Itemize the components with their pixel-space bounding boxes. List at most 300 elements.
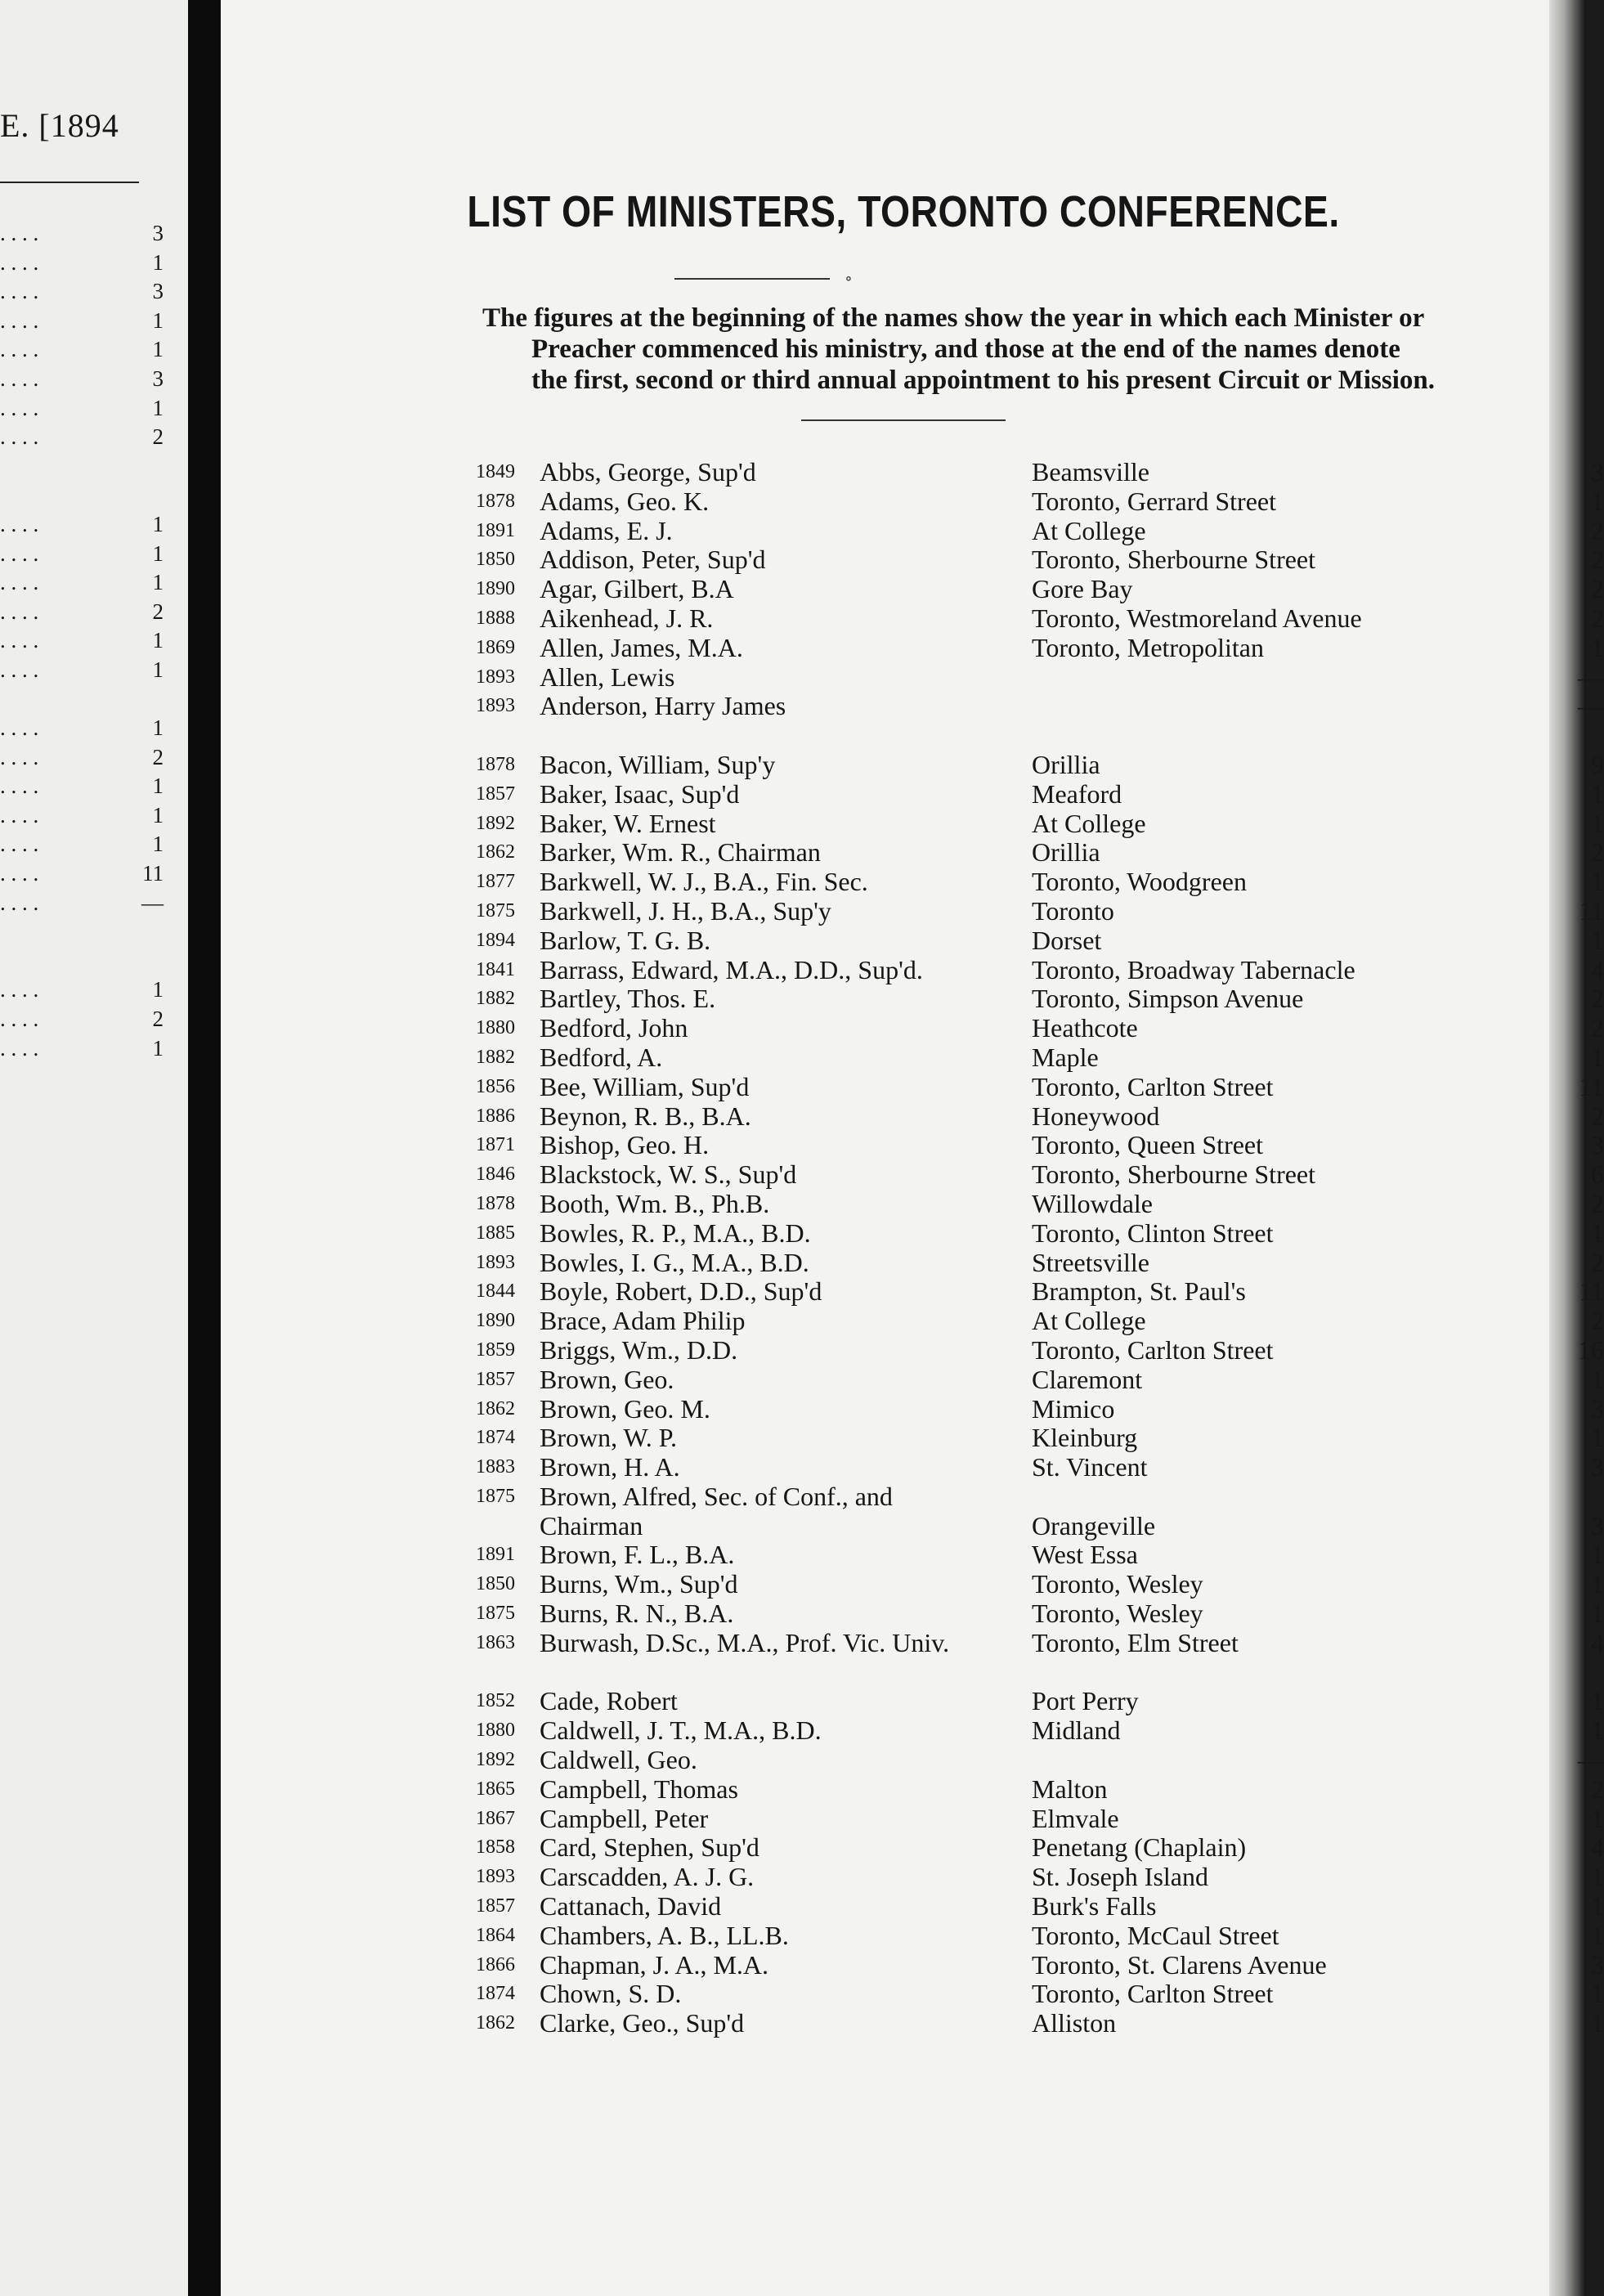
entry-circuit: Mimico [1032, 1393, 1115, 1424]
left-page-value: 1 [152, 715, 164, 741]
entry-name: Beynon, R. B., B.A. [540, 1101, 751, 1131]
left-page-value: 1 [152, 1035, 164, 1061]
left-page-line [0, 249, 164, 278]
minister-entry [476, 1892, 1604, 1922]
left-page-value: 3 [152, 279, 164, 304]
minister-entry [476, 984, 1604, 1014]
title-rule [674, 278, 830, 280]
entry-name: Brown, W. P. [540, 1423, 678, 1453]
entry-year: 1852 [476, 1690, 515, 1712]
entry-appointment-year: 2 [1591, 1188, 1604, 1218]
minister-entry [476, 868, 1604, 897]
entry-year: 1862 [476, 2012, 515, 2034]
entry-circuit: Toronto, Elm Street [1032, 1627, 1239, 1657]
left-page-line [0, 626, 164, 656]
entry-appointment-year: 2 [1591, 1013, 1604, 1043]
left-page-column [0, 219, 164, 1063]
entry-appointment-year: 16 [1578, 1334, 1604, 1365]
left-page-line [0, 714, 164, 743]
entry-year: 1875 [476, 1603, 515, 1625]
minister-entry [476, 1131, 1604, 1160]
left-page-line [0, 801, 164, 831]
minister-entry [476, 1395, 1604, 1424]
entry-name: Blackstock, W. S., Sup'd [540, 1159, 797, 1190]
entry-year: 1844 [476, 1280, 515, 1303]
entry-year: 1886 [476, 1105, 515, 1127]
entry-circuit: Streetsville [1032, 1247, 1149, 1277]
entry-circuit: Meaford [1032, 778, 1122, 809]
minister-entry [476, 1863, 1604, 1892]
entry-circuit: Toronto, Wesley [1032, 1599, 1203, 1629]
entry-circuit: Toronto, Carlton Street [1032, 1334, 1274, 1365]
entry-year: 1890 [476, 1310, 515, 1332]
entry-name: Brown, Geo. [540, 1364, 674, 1394]
left-page-line [0, 365, 164, 394]
entry-circuit: Honeywood [1032, 1101, 1160, 1131]
left-page-value: 2 [152, 599, 164, 624]
entry-appointment-year: 1 [1591, 1862, 1604, 1892]
entry-circuit: Toronto, Woodgreen [1032, 867, 1247, 897]
entry-name: Clarke, Geo., Sup'd [540, 2008, 745, 2038]
minister-entry [476, 1629, 1604, 1658]
minister-entry [476, 1805, 1604, 1834]
entry-appointment-year: 11 [1579, 1276, 1604, 1307]
entry-circuit: Toronto, Metropolitan [1032, 632, 1264, 662]
entry-year: 1875 [476, 899, 515, 922]
minister-entry [476, 1307, 1604, 1336]
entry-name: Bartley, Thos. E. [540, 984, 716, 1014]
entry-year: 1883 [476, 1456, 515, 1478]
left-page-line [0, 423, 164, 452]
entry-appointment-year: 2 [1591, 574, 1604, 604]
left-page-line [0, 452, 164, 482]
entry-name: Anderson, Harry James [540, 691, 786, 721]
leader-dots: . . . . [0, 279, 39, 304]
entry-name: Aikenhead, J. R. [540, 603, 714, 633]
left-page-line [0, 481, 164, 510]
entry-year: 1871 [476, 1134, 515, 1156]
entry-year: 1857 [476, 1368, 515, 1390]
entry-circuit: Orillia [1032, 837, 1100, 868]
entry-name: Barlow, T. G. B. [540, 925, 711, 955]
entry-appointment-year: 2 [1591, 1774, 1604, 1804]
entry-circuit: St. Joseph Island [1032, 1862, 1208, 1892]
entry-appointment-year: 2 [1591, 1306, 1604, 1336]
entry-name: Addison, Peter, Sup'd [540, 545, 766, 575]
entry-year: 1878 [476, 753, 515, 775]
entry-appointment-year: — [1578, 691, 1604, 721]
minister-entry [476, 751, 1604, 780]
minister-entry [476, 1746, 1604, 1775]
left-page-line [0, 510, 164, 540]
left-page-value: 1 [152, 511, 164, 536]
entry-year: 1890 [476, 578, 515, 600]
entry-appointment-year: 1 [1591, 1569, 1604, 1599]
title-ornament: ∘ [845, 270, 853, 288]
minister-entry [476, 575, 1604, 604]
entry-circuit: Toronto, Carlton Street [1032, 1979, 1274, 2009]
entry-circuit: At College [1032, 1306, 1146, 1336]
entry-year: 1862 [476, 841, 515, 863]
entry-name: Carscadden, A. J. G. [540, 1862, 755, 1892]
leader-dots: . . . . [0, 977, 39, 1002]
minister-entry [476, 1424, 1604, 1453]
left-page-line [0, 685, 164, 715]
intro-line-3: the first, second or third annual appointment to his present Circuit or Mission. [531, 365, 1435, 395]
entry-appointment-year: 1 [1591, 1540, 1604, 1570]
entry-circuit: Alliston [1032, 2008, 1117, 2038]
left-page-line [0, 277, 164, 307]
minister-entry [476, 1775, 1604, 1805]
entry-year: 1862 [476, 1397, 515, 1419]
entry-name: Bee, William, Sup'd [540, 1071, 750, 1101]
minister-entry [476, 1365, 1604, 1395]
entry-name: Card, Stephen, Sup'd [540, 1832, 759, 1863]
leader-dots: . . . . [0, 657, 39, 682]
minister-entry [476, 1570, 1604, 1599]
minister-entry [476, 1219, 1604, 1249]
left-page-line [0, 307, 164, 336]
minister-entry [476, 458, 1604, 487]
leader-dots: . . . . [0, 774, 39, 799]
left-page-value: 1 [152, 977, 164, 1002]
entry-appointment-year: 2 [1591, 837, 1604, 868]
entry-circuit: Malton [1032, 1774, 1108, 1804]
entry-year: 1892 [476, 812, 515, 834]
minister-entry [476, 809, 1604, 839]
minister-entry [476, 1687, 1604, 1716]
minister-entry [476, 2009, 1604, 2038]
entry-appointment-year: 2 [1591, 603, 1604, 633]
entry-name: Campbell, Peter [540, 1803, 709, 1833]
entry-name: Barker, Wm. R., Chairman [540, 837, 821, 868]
entry-circuit: At College [1032, 808, 1146, 838]
left-page-rule [0, 182, 139, 183]
entry-circuit: Claremont [1032, 1364, 1143, 1394]
entry-year: 1875 [476, 1485, 515, 1507]
entry-appointment-year: 1 [1591, 1920, 1604, 1950]
entry-name: Adams, Geo. K. [540, 486, 710, 516]
entry-circuit: Toronto, Sherbourne Street [1032, 1159, 1316, 1190]
left-page-value: 1 [152, 774, 164, 799]
left-page-edge [0, 0, 188, 2296]
entry-appointment-year: 4 [1591, 1627, 1604, 1657]
entry-circuit: Dorset [1032, 925, 1102, 955]
entry-appointment-year: 1 [1591, 1599, 1604, 1629]
entry-appointment-year: 1 [1591, 1715, 1604, 1746]
left-page-value: 11 [142, 861, 164, 886]
left-page-line [0, 219, 164, 249]
entry-appointment-year: 2 [1591, 1101, 1604, 1131]
entry-name: Burwash, D.Sc., M.A., Prof. Vic. Univ. [540, 1627, 950, 1657]
minister-entry [476, 1833, 1604, 1863]
entry-year: 1849 [476, 461, 515, 482]
entry-year: 1865 [476, 1778, 515, 1800]
intro-line-2: Preacher commenced his ministry, and those at the end of the names denote [531, 334, 1400, 364]
entry-appointment-year: 2 [1591, 515, 1604, 545]
leader-dots: . . . . [0, 395, 39, 420]
entry-circuit: Orangeville [1032, 1510, 1156, 1540]
right-page [221, 0, 1604, 2296]
minister-entry [476, 692, 1604, 721]
entry-name: Allen, James, M.A. [540, 632, 743, 662]
entry-year: 1869 [476, 636, 515, 658]
minister-entry [476, 838, 1604, 868]
minister-entry [476, 1249, 1604, 1278]
left-page-value: — [141, 890, 164, 915]
leader-dots: . . . . [0, 221, 39, 245]
entry-name: Chambers, A. B., LL.B. [540, 1920, 789, 1950]
minister-entry [476, 897, 1604, 926]
entry-appointment-year: 4 [1591, 954, 1604, 984]
entry-name: Brown, Geo. M. [540, 1393, 710, 1424]
left-page-line [0, 335, 164, 365]
minister-entry [476, 604, 1604, 634]
left-page-line [0, 917, 164, 947]
entry-appointment-year: 2 [1591, 1247, 1604, 1277]
entry-name: Bedford, A. [540, 1042, 663, 1072]
left-page-value [131, 685, 164, 715]
left-page-value: 1 [152, 540, 164, 566]
entry-year: 1877 [476, 871, 515, 893]
entry-name: Campbell, Thomas [540, 1774, 738, 1804]
entry-appointment-year: 1 [1591, 1218, 1604, 1248]
entry-year: 1888 [476, 607, 515, 629]
left-page-value: 1 [152, 628, 164, 653]
entry-name: Baker, W. Ernest [540, 808, 716, 838]
left-page-value: 1 [152, 249, 164, 275]
entry-circuit: Orillia [1032, 749, 1100, 779]
entry-year: 1892 [476, 1749, 515, 1771]
left-page-line [0, 743, 164, 773]
entry-year: 1866 [476, 1953, 515, 1975]
entry-appointment-year: 1 [1591, 1891, 1604, 1922]
entry-circuit: Gore Bay [1032, 574, 1133, 604]
entry-year: 1863 [476, 1631, 515, 1653]
book-gutter [188, 0, 221, 2296]
minister-entry [476, 545, 1604, 575]
minister-entry [476, 1014, 1604, 1043]
minister-entry [476, 1922, 1604, 1951]
entry-circuit: Elmvale [1032, 1803, 1119, 1833]
entry-name: Chapman, J. A., M.A. [540, 1949, 768, 1980]
entry-name: Brown, Alfred, Sec. of Conf., and [540, 1481, 893, 1511]
entry-appointment-year: 9 [1591, 749, 1604, 779]
entry-circuit: Kleinburg [1032, 1423, 1138, 1453]
minister-entry [476, 634, 1604, 663]
entry-appointment-year: 1 [1591, 867, 1604, 897]
minister-entry [476, 1540, 1604, 1570]
entry-appointment-year: 3 [1591, 1949, 1604, 1980]
entry-appointment-year: 3 [1591, 1130, 1604, 1160]
entry-name: Bowles, R. P., M.A., B.D. [540, 1218, 811, 1248]
entry-circuit: Toronto, Westmoreland Avenue [1032, 603, 1362, 633]
entry-circuit: Toronto, McCaul Street [1032, 1920, 1279, 1950]
minister-entry [476, 663, 1604, 693]
entry-name: Bishop, Geo. H. [540, 1130, 710, 1160]
entry-appointment-year: 1 [1591, 2008, 1604, 2038]
leader-dots: . . . . [0, 249, 39, 275]
entry-name: Bedford, John [540, 1013, 688, 1043]
entry-circuit: Willowdale [1032, 1188, 1153, 1218]
entry-year: 1880 [476, 1017, 515, 1039]
left-page-line [0, 540, 164, 569]
entry-year: 1856 [476, 1075, 515, 1097]
entry-circuit: Beamsville [1032, 457, 1149, 487]
entry-appointment-year: 1 [1591, 808, 1604, 838]
minister-entry [476, 1336, 1604, 1365]
entry-circuit: Toronto, St. Clarens Avenue [1032, 1949, 1327, 1980]
entry-name: Briggs, Wm., D.D. [540, 1334, 738, 1365]
left-page-line [0, 656, 164, 685]
entry-circuit: St. Vincent [1032, 1452, 1148, 1482]
left-page-line [0, 394, 164, 424]
entry-name: Brace, Adam Philip [540, 1306, 746, 1336]
left-page-line [0, 975, 164, 1005]
entry-name: Caldwell, Geo. [540, 1745, 697, 1775]
minister-entry [476, 1160, 1604, 1190]
entry-year: 1885 [476, 1222, 515, 1244]
entry-circuit: Toronto, Clinton Street [1032, 1218, 1274, 1248]
entry-name: Chown, S. D. [540, 1979, 682, 2009]
entry-appointment-year: 3 [1591, 1510, 1604, 1540]
entry-appointment-year: 1 [1591, 1686, 1604, 1716]
entry-year: 1882 [476, 988, 515, 1010]
left-page-header: E. [1894 [0, 107, 119, 144]
left-page-value: 2 [152, 424, 164, 450]
left-page-line [0, 568, 164, 598]
section-gap [476, 721, 1604, 751]
minister-entry [476, 1043, 1604, 1073]
left-page-value: 1 [152, 832, 164, 857]
entry-circuit: Port Perry [1032, 1686, 1139, 1716]
left-page-value [131, 917, 164, 947]
left-page-value: 2 [152, 744, 164, 769]
leader-dots: . . . . [0, 540, 39, 566]
entry-name: Abbs, George, Sup'd [540, 457, 756, 487]
leader-dots: . . . . [0, 570, 39, 595]
entry-circuit: Toronto, Sherbourne Street [1032, 545, 1316, 575]
minister-entry [476, 956, 1604, 985]
entry-year: 1874 [476, 1983, 515, 2005]
left-page-value: 1 [152, 802, 164, 827]
leader-dots: . . . . [0, 628, 39, 653]
minister-entry [476, 1951, 1604, 1980]
leader-dots: . . . . [0, 424, 39, 450]
left-page-line [0, 1005, 164, 1034]
minister-entry [476, 1482, 1604, 1512]
entry-year: 1846 [476, 1164, 515, 1186]
minister-entry [476, 1453, 1604, 1482]
minister-entry [476, 1190, 1604, 1219]
entry-appointment-year: — [1578, 1745, 1604, 1775]
section-gap [476, 1658, 1604, 1688]
leader-dots: . . . . [0, 861, 39, 886]
leader-dots: . . . . [0, 744, 39, 769]
left-page-line [0, 598, 164, 627]
entry-circuit: Brampton, St. Paul's [1032, 1276, 1246, 1307]
entry-name: Burns, R. N., B.A. [540, 1599, 734, 1629]
entry-name: Booth, Wm. B., Ph.B. [540, 1188, 770, 1218]
entry-name: Allen, Lewis [540, 661, 675, 692]
leader-dots: . . . . [0, 599, 39, 624]
entry-circuit: Toronto, Simpson Avenue [1032, 984, 1304, 1014]
entry-appointment-year: 11 [1579, 895, 1604, 926]
left-page-line [0, 1034, 164, 1064]
left-page-value [131, 947, 164, 976]
minister-entry [476, 1599, 1604, 1629]
left-page-value [131, 452, 164, 482]
entry-appointment-year: 1 [1591, 632, 1604, 662]
entry-year: 1859 [476, 1339, 515, 1361]
left-page-line [0, 772, 164, 801]
minister-entry [476, 780, 1604, 809]
entry-circuit: Penetang (Chaplain) [1032, 1832, 1247, 1863]
entry-name: Cattanach, David [540, 1891, 722, 1922]
left-page-value: 2 [152, 1007, 164, 1032]
entry-name: Adams, E. J. [540, 515, 673, 545]
minister-entry [476, 1102, 1604, 1132]
entry-appointment-year: 1 [1591, 1042, 1604, 1072]
left-page-value: 1 [152, 657, 164, 682]
intro-paragraph [482, 303, 1594, 396]
entry-appointment-year: 2 [1591, 984, 1604, 1014]
entry-year: 1850 [476, 549, 515, 571]
entry-year: 1894 [476, 929, 515, 951]
entry-circuit: Toronto [1032, 895, 1114, 926]
entry-year: 1857 [476, 783, 515, 805]
entry-circuit: Toronto, Queen Street [1032, 1130, 1264, 1160]
entry-appointment-year: 1 [1591, 1979, 1604, 2009]
entry-year: 1878 [476, 1192, 515, 1214]
entry-name: Cade, Robert [540, 1686, 678, 1716]
entry-year: 1874 [476, 1427, 515, 1449]
left-page-value: 3 [152, 365, 164, 391]
entry-name: Brown, F. L., B.A. [540, 1540, 735, 1570]
entry-circuit: Toronto, Gerrard Street [1032, 486, 1276, 516]
leader-dots: . . . . [0, 890, 39, 915]
entry-circuit: Toronto, Carlton Street [1032, 1071, 1274, 1101]
leader-dots: . . . . [0, 307, 39, 333]
entry-name: Barkwell, W. J., B.A., Fin. Sec. [540, 867, 868, 897]
entry-appointment-year: 1 [1591, 778, 1604, 809]
entry-name: Burns, Wm., Sup'd [540, 1569, 738, 1599]
entry-name: Caldwell, J. T., M.A., B.D. [540, 1715, 822, 1746]
entry-name: Agar, Gilbert, B.A [540, 574, 734, 604]
left-page-value: 3 [152, 221, 164, 245]
leader-dots: . . . . [0, 1035, 39, 1061]
entry-year: 1858 [476, 1836, 515, 1859]
entry-circuit: West Essa [1032, 1540, 1138, 1570]
entry-appointment-year: 1 [1591, 1423, 1604, 1453]
leader-dots: . . . . [0, 832, 39, 857]
leader-dots: . . . . [0, 365, 39, 391]
entry-appointment-year: 1 [1591, 1364, 1604, 1394]
entry-year: 1857 [476, 1895, 515, 1917]
intro-rule [801, 419, 1006, 421]
left-page-value: 1 [152, 307, 164, 333]
entry-circuit: Heathcote [1032, 1013, 1138, 1043]
entry-appointment-year: — [1578, 661, 1604, 692]
entry-name: Chairman [540, 1510, 643, 1540]
leader-dots: . . . . [0, 337, 39, 362]
page-title: LIST OF MINISTERS, TORONTO CONFERENCE. [467, 187, 1340, 236]
entry-name: Barrass, Edward, M.A., D.D., Sup'd. [540, 954, 923, 984]
entry-appointment-year: 6 [1591, 1159, 1604, 1190]
entry-circuit: Toronto, Broadway Tabernacle [1032, 954, 1355, 984]
entry-year: 1891 [476, 1544, 515, 1566]
left-page-line [0, 947, 164, 976]
